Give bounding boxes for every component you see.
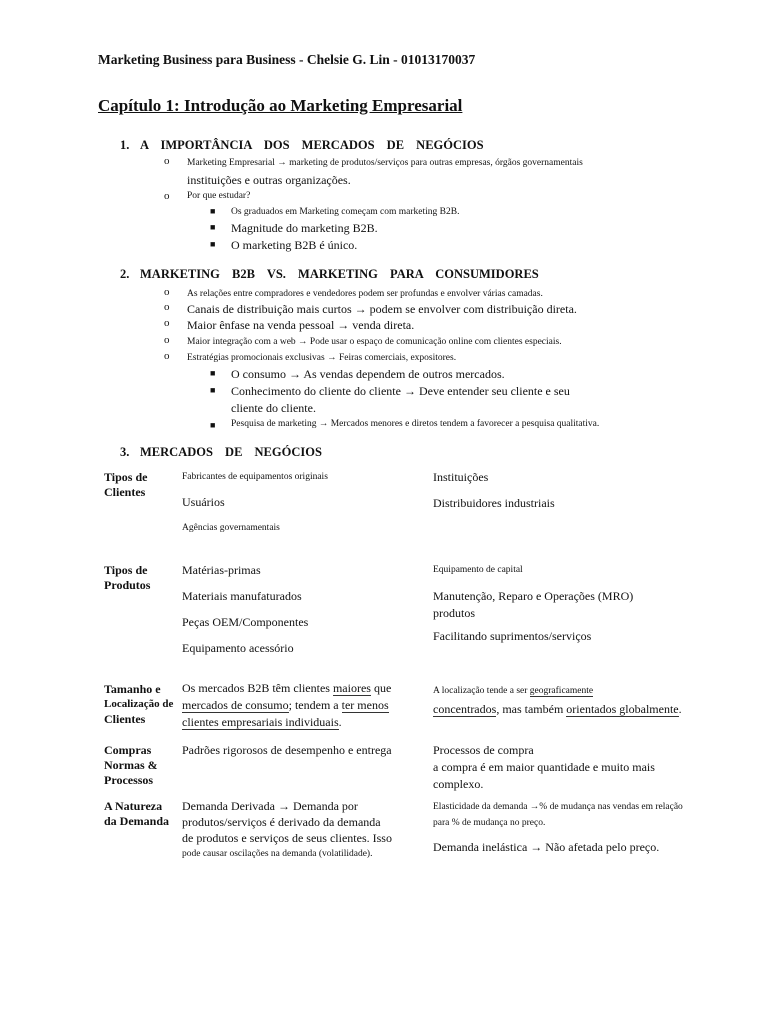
table-cell — [182, 469, 410, 537]
list-item-text: Estratégias promocionais exclusivas → Feiras comerciais, expositores. — [187, 353, 457, 363]
cell-text: Demanda inelástica → Não afetada pelo preço. — [433, 840, 660, 854]
cell-text: pode causar oscilações na demanda (volatilidade). — [182, 849, 373, 859]
list-item — [164, 301, 684, 317]
list-item-text: instituições e outras organizações. — [187, 173, 351, 187]
cell-text: , mas também — [496, 702, 567, 716]
row-label-line: Clientes — [104, 485, 146, 499]
chapter-title: Capítulo 1: Introdução ao Marketing Empresarial — [98, 96, 463, 115]
list-item — [164, 350, 684, 366]
cell-text: Equipamento de capital — [433, 565, 523, 575]
list-item — [210, 204, 630, 221]
table-row-label — [104, 799, 180, 829]
cell-text-underlined: geograficamente — [529, 686, 594, 696]
row-label-line: Processos — [104, 773, 154, 787]
list-item-text: Marketing Empresarial → marketing de produtos/serviços para outras empresas, órgãos governamentais — [187, 158, 583, 168]
list-item — [210, 366, 630, 383]
section-3-number: 3. — [120, 445, 130, 459]
row-label-line: Clientes — [104, 712, 146, 726]
square-bullet-icon: ■ — [210, 239, 216, 249]
cell-text: produtos — [433, 606, 475, 620]
cell-text-underlined: maiores — [332, 681, 371, 695]
cell-text: Processos de compra — [433, 743, 534, 757]
row-label-line: Produtos — [104, 578, 151, 592]
cell-text: ; tendem a — [288, 698, 342, 712]
list-item — [164, 317, 684, 333]
cell-text: para % de mudança no preço. — [433, 818, 546, 828]
cell-text-underlined: clientes empresariais individuais — [182, 715, 339, 729]
section-1-title-text: A IMPORTÂNCIA DOS MERCADOS DE NEGÓCIOS — [140, 138, 484, 152]
table-row-label — [104, 743, 180, 788]
list-item — [164, 334, 684, 350]
cell-text-underlined: mercados de consumo — [182, 698, 289, 712]
cell-text: Matérias-primas — [182, 563, 261, 577]
section-1-number: 1. — [120, 138, 130, 152]
row-label-line: Localização de — [104, 698, 174, 710]
table-row-label — [104, 563, 180, 593]
cell-text: Elasticidade da demanda →% de mudança nas vendas em relação — [433, 802, 683, 812]
cell-text: complexo. — [433, 777, 484, 791]
row-label-line: Tipos de — [104, 563, 148, 577]
circle-bullet-icon: o — [164, 155, 170, 167]
list-item-text: Pesquisa de marketing → Mercados menores e diretos tendem a favorecer a pesquisa qualitativa. — [231, 419, 600, 429]
list-item-text: Por que estudar? — [187, 191, 251, 201]
cell-text: Facilitando suprimentos/serviços — [433, 629, 592, 643]
list-item-text: cliente do cliente. — [231, 401, 316, 415]
cell-text: Distribuidores industriais — [433, 496, 555, 510]
cell-text-underlined: ter menos — [341, 698, 389, 712]
list-item-text: Maior integração com a web → Pode usar o espaço de comunicação online com clientes especiais. — [187, 337, 562, 347]
section-2-number: 2. — [120, 267, 130, 281]
cell-text: Os mercados B2B têm clientes — [182, 681, 333, 695]
list-item-text: Conhecimento do cliente do cliente → Deve entender seu cliente e seu — [231, 384, 570, 398]
list-item — [210, 237, 630, 254]
cell-text: . — [678, 702, 682, 716]
list-item — [164, 188, 684, 204]
section-3-title-text: MERCADOS DE NEGÓCIOS — [140, 445, 322, 459]
list-item-text: Os graduados em Marketing começam com marketing B2B. — [231, 207, 460, 217]
square-bullet-icon: ■ — [210, 368, 216, 378]
section-2-title-text: MARKETING B2B VS. MARKETING PARA CONSUMIDORES — [140, 267, 539, 281]
list-item — [164, 286, 684, 302]
cell-text: Padrões rigorosos de desempenho e entrega — [182, 743, 392, 757]
table-cell — [182, 562, 410, 657]
list-item-text: Magnitude do marketing B2B. — [231, 221, 378, 235]
cell-text: produtos/serviços é derivado da demanda — [182, 815, 381, 829]
cell-text: Peças OEM/Componentes — [182, 615, 309, 629]
cell-text: A localização tende a ser — [433, 686, 530, 696]
row-label-line: da Demanda — [104, 814, 170, 828]
cell-text: Equipamento acessório — [182, 641, 294, 655]
list-item-text: O consumo → As vendas dependem de outros mercados. — [231, 367, 505, 381]
cell-text: que — [370, 681, 392, 695]
cell-text: Fabricantes de equipamentos originais — [182, 472, 328, 482]
section-2-title — [120, 267, 539, 282]
circle-bullet-icon: o — [164, 286, 170, 298]
table-row-label — [104, 682, 184, 727]
cell-text-underlined: orientados globalmente — [566, 702, 679, 716]
list-item-text: Canais de distribuição mais curtos → podem se envolver com distribuição direta. — [187, 302, 577, 316]
cell-text: . — [338, 715, 342, 729]
list-item-text: O marketing B2B é único. — [231, 238, 358, 252]
cell-text: Usuários — [182, 495, 225, 509]
row-label-line: A Natureza — [104, 799, 163, 813]
circle-bullet-icon: o — [164, 301, 170, 313]
square-bullet-icon: ■ — [210, 222, 216, 232]
list-item — [164, 155, 684, 188]
row-label-line: Tipos de — [104, 470, 148, 484]
table-cell — [433, 799, 713, 855]
table-row-label — [104, 470, 180, 500]
table-cell — [433, 562, 713, 645]
list-item-text: As relações entre compradores e vendedores podem ser profundas e envolver várias camadas. — [187, 289, 543, 299]
circle-bullet-icon: o — [164, 334, 170, 346]
cell-text: Instituições — [433, 470, 489, 484]
table-cell — [433, 680, 713, 718]
table-cell — [433, 742, 713, 793]
section-3-title — [120, 445, 322, 460]
row-label-line: Compras — [104, 743, 152, 757]
document-header: Marketing Business para Business - Chelsie G. Lin - 01013170037 — [98, 52, 476, 67]
table-cell — [182, 798, 414, 862]
cell-text-underlined: concentrados — [433, 702, 497, 716]
cell-text: Agências governamentais — [182, 523, 280, 533]
list-item — [210, 220, 630, 237]
square-bullet-icon: ■ — [210, 206, 216, 216]
cell-text: de produtos e serviços de seus clientes. Isso — [182, 831, 392, 845]
row-label-line: Tamanho e — [104, 682, 161, 696]
section-1-title — [120, 138, 484, 153]
row-label-line: Normas & — [104, 758, 158, 772]
circle-bullet-icon: o — [164, 317, 170, 329]
table-cell — [433, 469, 713, 512]
cell-text: Materiais manufaturados — [182, 589, 302, 603]
table-cell — [182, 742, 410, 759]
list-item-text: Maior ênfase na venda pessoal → venda direta. — [187, 318, 415, 332]
table-cell — [182, 680, 406, 731]
square-bullet-icon: ■ — [210, 385, 216, 395]
cell-text: Manutenção, Reparo e Operações (MRO) — [433, 589, 634, 603]
cell-text: Demanda Derivada → Demanda por — [182, 799, 358, 813]
list-item — [210, 416, 680, 433]
circle-bullet-icon: o — [164, 190, 170, 202]
cell-text: a compra é em maior quantidade e muito mais — [433, 760, 655, 774]
square-bullet-icon: ■ — [210, 420, 216, 430]
list-item — [210, 383, 630, 417]
circle-bullet-icon: o — [164, 350, 170, 362]
